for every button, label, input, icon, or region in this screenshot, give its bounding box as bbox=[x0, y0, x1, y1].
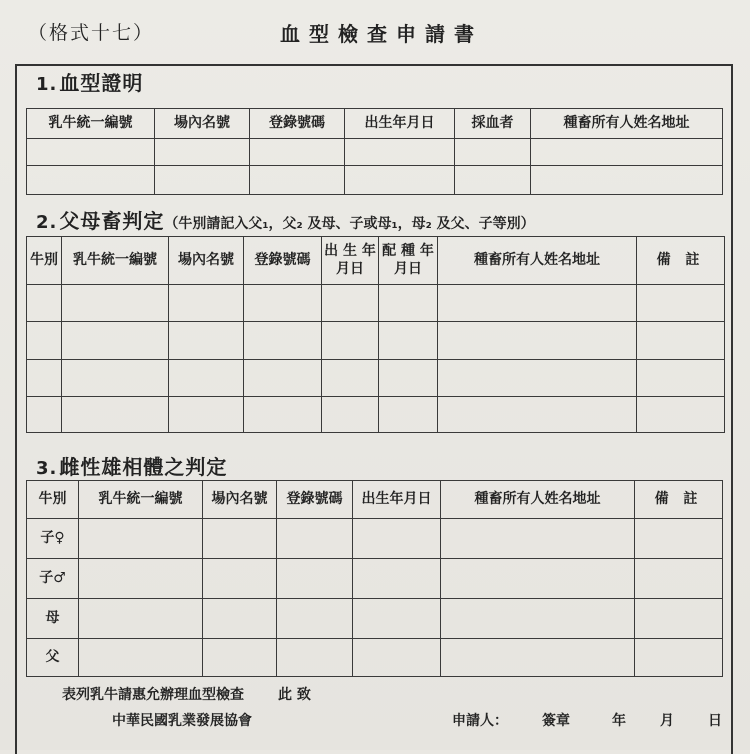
col-header: 牛別 bbox=[27, 237, 62, 285]
applicant-line bbox=[452, 710, 722, 730]
table-cell[interactable] bbox=[635, 519, 723, 559]
table-row bbox=[27, 397, 725, 433]
col-header: 場內名號 bbox=[155, 109, 250, 139]
row-label: 子♀ bbox=[27, 519, 79, 559]
col-header: 備 註 bbox=[635, 481, 723, 519]
col-header: 配 種 年月日 bbox=[379, 237, 438, 285]
table-row bbox=[27, 139, 723, 166]
row-label: 子♂ bbox=[27, 559, 79, 599]
table-cell[interactable] bbox=[79, 639, 203, 677]
section3-number: 3. bbox=[36, 458, 58, 479]
table-row bbox=[27, 559, 723, 599]
section3-table bbox=[26, 480, 723, 677]
col-header: 出 生 年月日 bbox=[322, 237, 379, 285]
table-cell[interactable] bbox=[438, 360, 637, 397]
col-header: 種畜所有人姓名地址 bbox=[438, 237, 637, 285]
table-cell[interactable] bbox=[155, 166, 250, 195]
table-cell[interactable] bbox=[353, 599, 441, 639]
table-row bbox=[27, 360, 725, 397]
request-text: 表列乳牛請惠允辦理血型檢查 bbox=[62, 687, 244, 703]
table-cell[interactable] bbox=[322, 285, 379, 322]
section1-title: 血型證明 bbox=[59, 71, 144, 95]
section3-title: 雌性雄相體之判定 bbox=[59, 455, 228, 479]
table-cell[interactable] bbox=[345, 166, 455, 195]
section2-table bbox=[26, 236, 725, 433]
table-cell[interactable] bbox=[79, 599, 203, 639]
table-cell[interactable] bbox=[277, 559, 353, 599]
section1-number: 1. bbox=[36, 74, 58, 95]
table-cell[interactable] bbox=[531, 139, 723, 166]
section2-header-row bbox=[27, 237, 725, 285]
closing-text: 此 致 bbox=[278, 687, 311, 703]
table-row bbox=[27, 639, 723, 677]
col-header: 登錄號碼 bbox=[277, 481, 353, 519]
section1-header-row bbox=[27, 109, 723, 139]
table-cell[interactable] bbox=[250, 166, 345, 195]
table-cell[interactable] bbox=[322, 360, 379, 397]
table-cell[interactable] bbox=[277, 599, 353, 639]
section2-heading bbox=[36, 205, 535, 234]
row-label: 父 bbox=[27, 639, 79, 677]
col-header: 出生年月日 bbox=[353, 481, 441, 519]
table-cell[interactable] bbox=[438, 322, 637, 360]
col-header: 乳牛統一編號 bbox=[62, 237, 169, 285]
table-cell[interactable] bbox=[438, 397, 637, 433]
table-cell[interactable] bbox=[203, 519, 277, 559]
table-cell[interactable] bbox=[79, 519, 203, 559]
recipient: 中華民國乳業發展協會 bbox=[112, 713, 252, 729]
table-cell[interactable] bbox=[531, 166, 723, 195]
table-cell[interactable] bbox=[203, 559, 277, 599]
table-cell[interactable] bbox=[637, 322, 725, 360]
col-header: 採血者 bbox=[455, 109, 531, 139]
table-cell[interactable] bbox=[244, 360, 322, 397]
section1-heading bbox=[36, 67, 143, 96]
table-cell[interactable] bbox=[438, 285, 637, 322]
table-cell[interactable] bbox=[441, 559, 635, 599]
section3-header-row bbox=[27, 481, 723, 519]
table-cell[interactable] bbox=[27, 360, 62, 397]
section2-note: （牛別請記入父₁，父₂ 及母、子或母₁，母₂ 及父、子等別） bbox=[164, 216, 535, 232]
section2-title: 父母畜判定 bbox=[59, 209, 165, 233]
table-row bbox=[27, 519, 723, 559]
table-cell[interactable] bbox=[244, 322, 322, 360]
table-cell[interactable] bbox=[635, 559, 723, 599]
table-cell[interactable] bbox=[169, 397, 244, 433]
table-cell[interactable] bbox=[353, 559, 441, 599]
month-label: 月 bbox=[660, 713, 674, 729]
table-cell[interactable] bbox=[637, 397, 725, 433]
col-header: 場內名號 bbox=[203, 481, 277, 519]
table-cell[interactable] bbox=[322, 322, 379, 360]
year-label: 年 bbox=[612, 713, 626, 729]
section2-number: 2. bbox=[36, 212, 58, 233]
table-cell[interactable] bbox=[62, 360, 169, 397]
table-cell[interactable] bbox=[345, 139, 455, 166]
table-row bbox=[27, 166, 723, 195]
table-row bbox=[27, 599, 723, 639]
table-cell[interactable] bbox=[27, 397, 62, 433]
applicant-label: 申請人： bbox=[452, 713, 508, 729]
table-cell[interactable] bbox=[277, 519, 353, 559]
table-cell[interactable] bbox=[244, 397, 322, 433]
table-cell[interactable] bbox=[62, 285, 169, 322]
col-header: 乳牛統一編號 bbox=[79, 481, 203, 519]
table-cell[interactable] bbox=[169, 285, 244, 322]
table-cell[interactable] bbox=[441, 519, 635, 559]
table-cell[interactable] bbox=[635, 599, 723, 639]
table-cell[interactable] bbox=[353, 639, 441, 677]
col-header: 出生年月日 bbox=[345, 109, 455, 139]
col-header: 種畜所有人姓名地址 bbox=[531, 109, 723, 139]
col-header: 備 註 bbox=[637, 237, 725, 285]
col-header: 登錄號碼 bbox=[250, 109, 345, 139]
table-row bbox=[27, 322, 725, 360]
table-cell[interactable] bbox=[79, 559, 203, 599]
table-cell[interactable] bbox=[203, 639, 277, 677]
table-cell[interactable] bbox=[379, 397, 438, 433]
table-cell[interactable] bbox=[455, 166, 531, 195]
table-cell[interactable] bbox=[27, 139, 155, 166]
table-cell[interactable] bbox=[441, 599, 635, 639]
table-cell[interactable] bbox=[322, 397, 379, 433]
day-label: 日 bbox=[708, 713, 722, 729]
table-cell[interactable] bbox=[379, 322, 438, 360]
table-cell[interactable] bbox=[250, 139, 345, 166]
form-code: （格式十七） bbox=[28, 22, 155, 44]
table-cell[interactable] bbox=[62, 322, 169, 360]
table-cell[interactable] bbox=[455, 139, 531, 166]
col-header: 牛別 bbox=[27, 481, 79, 519]
table-cell[interactable] bbox=[169, 360, 244, 397]
form-title: 血型檢查申請書 bbox=[280, 22, 483, 46]
table-cell[interactable] bbox=[441, 639, 635, 677]
row-label: 母 bbox=[27, 599, 79, 639]
table-cell[interactable] bbox=[203, 599, 277, 639]
col-header: 種畜所有人姓名地址 bbox=[441, 481, 635, 519]
table-cell[interactable] bbox=[27, 166, 155, 195]
table-row bbox=[27, 285, 725, 322]
table-cell[interactable] bbox=[155, 139, 250, 166]
section3-heading bbox=[36, 451, 227, 480]
table-cell[interactable] bbox=[27, 285, 62, 322]
col-header: 登錄號碼 bbox=[244, 237, 322, 285]
seal-label: 簽章 bbox=[542, 713, 570, 729]
table-cell[interactable] bbox=[353, 519, 441, 559]
table-cell[interactable] bbox=[379, 285, 438, 322]
col-header: 場內名號 bbox=[169, 237, 244, 285]
table-cell[interactable] bbox=[244, 285, 322, 322]
table-cell[interactable] bbox=[635, 639, 723, 677]
table-cell[interactable] bbox=[27, 322, 62, 360]
col-header: 乳牛統一編號 bbox=[27, 109, 155, 139]
table-cell[interactable] bbox=[62, 397, 169, 433]
section1-table bbox=[26, 108, 723, 195]
table-cell[interactable] bbox=[169, 322, 244, 360]
table-cell[interactable] bbox=[637, 360, 725, 397]
table-cell[interactable] bbox=[277, 639, 353, 677]
request-line bbox=[62, 684, 311, 704]
table-cell[interactable] bbox=[637, 285, 725, 322]
table-cell[interactable] bbox=[379, 360, 438, 397]
